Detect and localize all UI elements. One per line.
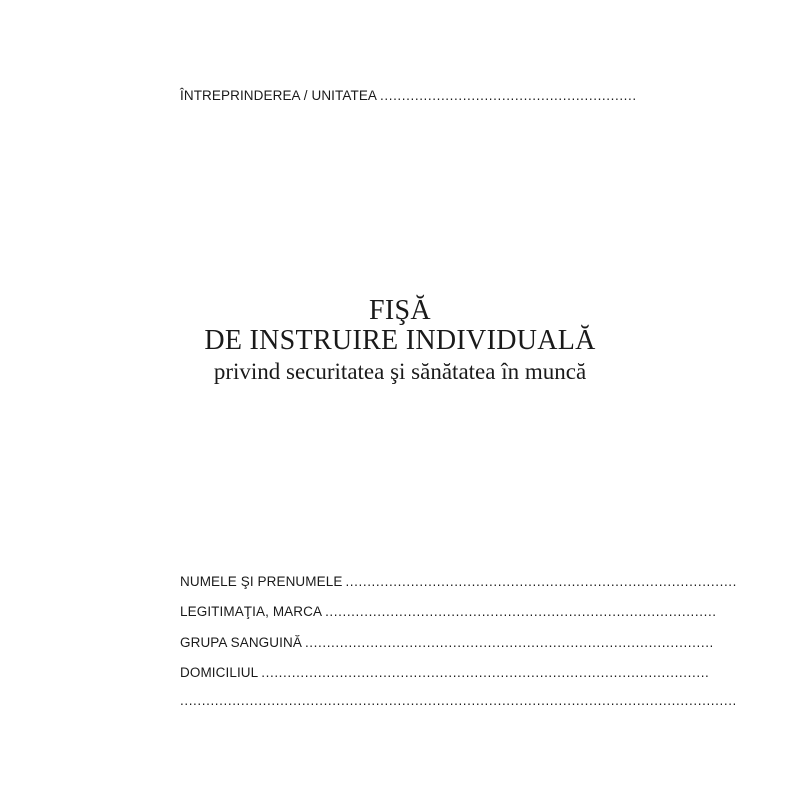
address-dotted-line[interactable]: ....................................................................................................... bbox=[261, 665, 710, 680]
company-label: ÎNTREPRINDEREA / UNITATEA bbox=[180, 88, 378, 103]
name-label: NUMELE ŞI PRENUMELE bbox=[180, 574, 343, 589]
id-dotted-line[interactable]: .......................................................................................... bbox=[325, 604, 717, 619]
blood-group-field[interactable] bbox=[180, 635, 714, 651]
id-field[interactable] bbox=[180, 604, 717, 620]
name-field[interactable] bbox=[180, 574, 738, 590]
address-extra-field[interactable] bbox=[180, 693, 737, 709]
id-label: LEGITIMAŢIA, MARCA bbox=[180, 604, 323, 619]
address-extra-dotted-line[interactable]: ................................................................................................................................ bbox=[180, 693, 737, 708]
title-line-3: privind securitatea şi sănătatea în muncă bbox=[213, 359, 587, 384]
blood-group-dotted-line[interactable]: .............................................................................................. bbox=[304, 635, 714, 650]
address-field[interactable] bbox=[180, 665, 710, 681]
company-dotted-line[interactable]: ........................................................... bbox=[380, 88, 637, 103]
address-label: DOMICILIUL bbox=[180, 665, 259, 680]
name-dotted-line[interactable]: .......................................................................................... bbox=[345, 574, 738, 589]
company-field[interactable] bbox=[180, 88, 637, 104]
title-line-2: DE INSTRUIRE INDIVIDUALĂ bbox=[204, 325, 596, 356]
document-title bbox=[150, 296, 650, 386]
blood-group-label: GRUPA SANGUINĂ bbox=[180, 635, 302, 650]
title-line-1: FIŞĂ bbox=[369, 295, 431, 326]
